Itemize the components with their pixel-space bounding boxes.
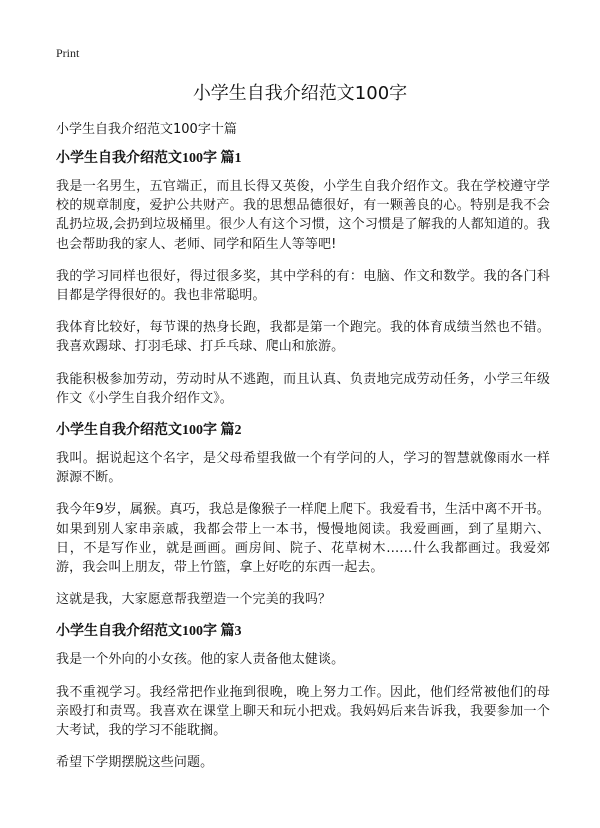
- paragraph: 我能积极参加劳动，劳动时从不逃跑，而且认真、负责地完成劳动任务，小学三年级作文《小学生自我介绍作文》。: [56, 371, 550, 406]
- paragraph: 我是一个外向的小女孩。他的家人责备他太健谈。: [56, 652, 345, 668]
- page-title: 小学生自我介绍范文100字: [192, 83, 408, 104]
- paragraph: 我叫。据说起这个名字，是父母希望我做一个有学问的人，学习的智慧就像雨水一样源源不断。: [56, 451, 550, 486]
- section-1: [56, 149, 550, 408]
- section-3: [56, 622, 550, 772]
- section-heading: 小学生自我介绍范文100字 篇1: [56, 151, 242, 166]
- paragraph: 希望下学期摆脱这些问题。: [56, 755, 214, 771]
- paragraph: 我是一名男生，五官端正，而且长得又英俊，小学生自我介绍作文。我在学校遵守学校的规章制度，爱护公共财产。我的思想品德很好，有一颗善良的心。特别是我不会乱扔垃圾,会扔到垃圾桶里。很少人有这个习惯，这个习惯是了解我的人都知道的。我也会帮助我的家人、老师、同学和陌生人等等吧!: [56, 179, 550, 252]
- paragraph: 我不重视学习。我经常把作业拖到很晚，晚上努力工作。因此，他们经常被他们的母亲殴打和责骂。我喜欢在课堂上聊天和玩小把戏。我妈妈后来告诉我，我要参加一个大考试，我的学习不能耽搁。: [56, 684, 550, 739]
- article-subtitle: 小学生自我介绍范文100字十篇: [56, 122, 237, 137]
- paragraph: 我的学习同样也很好，得过很多奖，其中学科的有：电脑、作文和数学。我的各门科目都是学得很好的。我也非常聪明。: [56, 268, 550, 304]
- print-link[interactable]: Print: [56, 46, 80, 60]
- section-2: [56, 421, 550, 609]
- section-heading: 小学生自我介绍范文100字 篇3: [56, 624, 242, 640]
- paragraph: 我今年9岁，属猴。真巧，我总是像猴子一样爬上爬下。我爱看书，生活中离不开书。如果到别人家串亲戚，我都会带上一本书，慢慢地阅读。我爱画画，到了星期六、日，不是写作业，就是画画。画房间、院子、花草树木……什么我都画过。我爱郊游，我会叫上朋友，带上竹篮，拿上好吃的东西一起去。: [56, 502, 550, 576]
- paragraph: 我体育比较好，每节课的热身长跑，我都是第一个跑完。我的体育成绩当然也不错。我喜欢踢球、打羽毛球、打乒乓球、爬山和旅游。: [56, 320, 550, 355]
- article-body: [56, 120, 550, 785]
- section-heading: 小学生自我介绍范文100字 篇2: [56, 423, 242, 439]
- paragraph: 这就是我，大家愿意帮我塑造一个完美的我吗？: [56, 592, 332, 608]
